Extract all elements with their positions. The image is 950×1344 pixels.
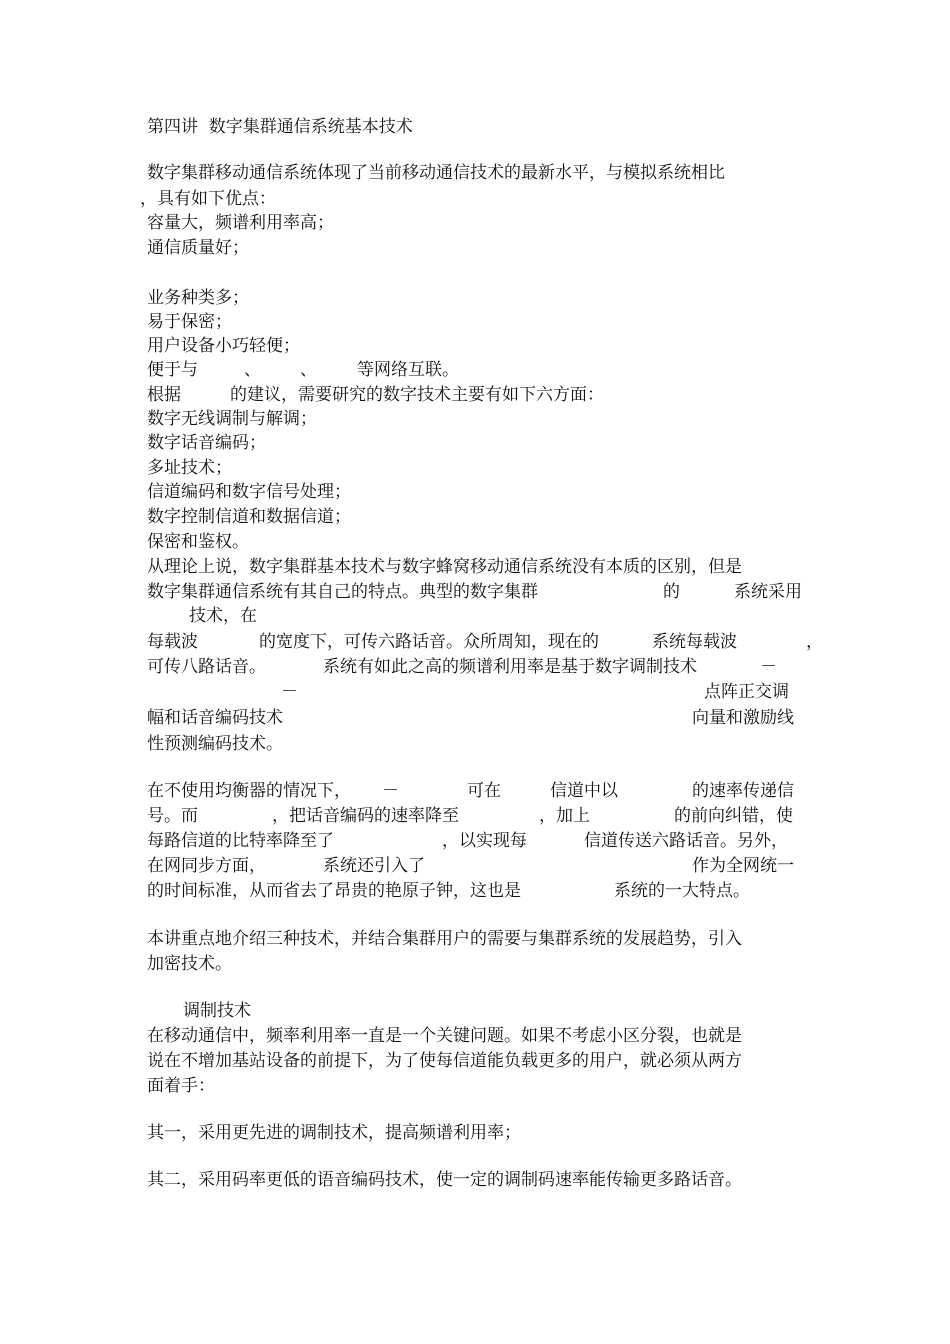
list-item: 便于与 [147,360,198,380]
text-fragment: － [760,657,777,677]
list-item: 业务种类多； [147,288,249,308]
text-fragment: 的前向纠错，使 [674,806,793,826]
text-fragment: 的 [663,582,680,602]
list-item: 保密和鉴权。 [147,532,249,552]
list-item: 信道编码和数字信号处理； [147,482,351,502]
paragraph-line: 幅和话音编码技术 [147,708,283,728]
text-fragment: 的宽度下，可传六路话音。众所周知，现在的 [259,632,599,652]
text-fragment: 系统有如此之高的频谱利用率是基于数字调制技术 [323,657,697,677]
paragraph-line: 加密技术。 [147,954,232,974]
paragraph-line: 的时间标准，从而省去了昂贵的艳原子钟，这也是 [147,881,521,901]
paragraph-line: 数字集群移动通信系统体现了当前移动通信技术的最新水平，与模拟系统相比 [147,163,725,183]
text-fragment: 向量和激励线 [692,708,794,728]
section-heading: 调制技术 [183,1001,251,1021]
paragraph-line: 在不使用均衡器的情况下， [147,781,351,801]
list-item: 数字控制信道和数据信道； [147,507,351,527]
list-item: 容量大，频谱利用率高； [147,213,334,233]
text-fragment: ，加上 [539,806,590,826]
paragraph-line: 号。而 [147,806,198,826]
paragraph-line: 根据 [147,385,181,405]
paragraph-line: 数字集群通信系统有其自己的特点。典型的数字集群 [147,582,538,602]
paragraph-line: ，具有如下优点： [140,189,276,209]
paragraph-line: 在移动通信中，频率利用率一直是一个关键问题。如果不考虑小区分裂，也就是 [147,1026,742,1046]
document-title: 第四讲 数字集群通信系统基本技术 [147,117,413,137]
text-fragment: 系统每载波 [652,632,737,652]
text-fragment: 、 [300,360,317,380]
paragraph-line: 在网同步方面， [147,856,266,876]
text-fragment: ，以实现每 [442,831,527,851]
text-fragment: 作为全网统一 [692,856,794,876]
paragraph-line: 本讲重点地介绍三种技术，并结合集群用户的需要与集群系统的发展趋势，引入 [147,929,742,949]
paragraph-line: 其二，采用码率更低的语音编码技术，使一定的调制码速率能传输更多路话音。 [147,1170,742,1190]
text-fragment: 、 [244,360,261,380]
list-item: 数字话音编码； [147,433,266,453]
text-fragment: 信道传送六路话音。另外， [584,831,788,851]
text-fragment: 可在 [467,781,501,801]
text-fragment: 的建议，需要研究的数字技术主要有如下六方面： [230,385,604,405]
paragraph-line: 性预测编码技术。 [147,734,283,754]
paragraph-line: 面着手： [147,1076,215,1096]
text-fragment: － [281,682,298,702]
text-fragment: 信道中以 [550,781,618,801]
paragraph-line: 说在不增加基站设备的前提下，为了使每信道能负载更多的用户，就必须从两方 [147,1051,742,1071]
text-fragment: 的速率传递信 [692,781,794,801]
text-fragment: 系统采用 [734,582,802,602]
paragraph-line: 从理论上说，数字集群基本技术与数字蜂窝移动通信系统没有本质的区别，但是 [147,557,742,577]
paragraph-line: 其一，采用更先进的调制技术，提高频谱利用率； [147,1123,521,1143]
text-fragment: ， [806,632,823,652]
text-fragment: － [382,781,399,801]
list-item: 数字无线调制与解调； [147,409,317,429]
list-item: 易于保密； [147,312,232,332]
paragraph-line: 每载波 [147,632,198,652]
text-fragment: ，把话音编码的速率降至 [272,806,459,826]
list-item: 多址技术； [147,458,232,478]
paragraph-line: 每路信道的比特率降至了 [147,831,334,851]
text-fragment: 等网络互联。 [357,360,459,380]
text-fragment: 系统的一大特点。 [614,881,750,901]
text-fragment: 技术，在 [189,606,257,626]
paragraph-line: 可传八路话音。 [147,657,266,677]
text-fragment: 系统还引入了 [323,856,425,876]
text-fragment: 点阵正交调 [704,682,789,702]
list-item: 通信质量好； [147,238,249,258]
list-item: 用户设备小巧轻便； [147,336,300,356]
